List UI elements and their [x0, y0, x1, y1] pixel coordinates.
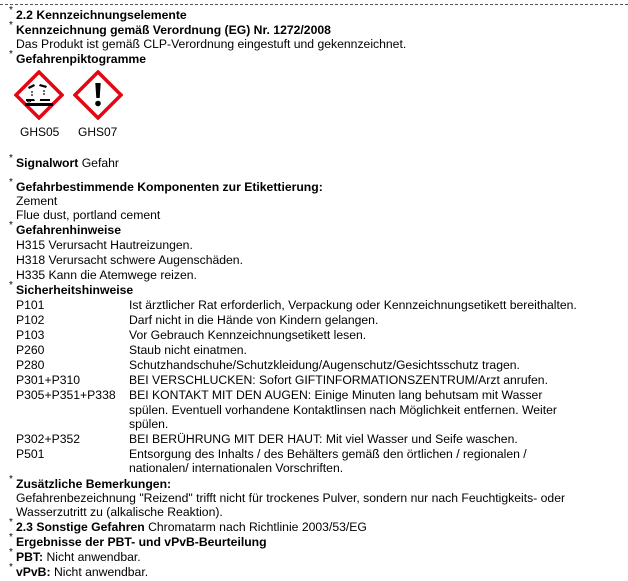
p-text: Schutzhandschuhe/Schutzkleidung/Augenschutz/Gesichtsschutz tragen. — [129, 358, 520, 372]
exclamation-mark-icon — [73, 70, 123, 120]
hazard-statements-heading: * Gefahrenhinweise — [9, 220, 121, 237]
corrosion-icon — [14, 70, 64, 120]
hazard-statement: H335 Kann die Atemwege reizen. — [16, 268, 197, 282]
p-code: P302+P352 — [16, 432, 81, 446]
p-text: Vor Gebrauch Kennzeichnungsetikett lesen. — [129, 328, 367, 342]
p-code: P501 — [16, 447, 45, 461]
section-2-3: * 2.3 Sonstige Gefahren Chromatarm nach Richtlinie 2003/53/EG — [9, 517, 367, 534]
p-text: nationalen/ internationalen Vorschriften. — [129, 461, 344, 475]
additional-remarks-text: Gefahrenbezeichnung "Reizend" trifft nicht für trockenes Pulver, sondern nur nach Feuchtigkeits- oder — [16, 491, 566, 505]
pbt-heading: * Ergebnisse der PBT- und vPvB-Beurteilung — [9, 532, 267, 549]
p-code: P280 — [16, 358, 45, 372]
p-text: BEI KONTAKT MIT DEN AUGEN: Einige Minuten lang behutsam mit Wasser — [129, 388, 543, 402]
p-text: Staub nicht einatmen. — [129, 343, 247, 357]
signal-word: * Signalwort Gefahr — [9, 153, 119, 170]
p-code: P260 — [16, 343, 45, 357]
p-code: P102 — [16, 313, 45, 327]
p-code: P101 — [16, 298, 45, 312]
p-text: Darf nicht in die Hände von Kindern gelangen. — [129, 313, 379, 327]
p-text: spülen. Eventuell vorhandene Kontaktlinsen nach Möglichkeit entfernen. Weiter — [129, 403, 557, 417]
additional-remarks-text: Wasserzutritt zu (alkalische Reaktion). — [16, 505, 223, 519]
p-text: BEI VERSCHLUCKEN: Sofort GIFTINFORMATIONSZENTRUM/Arzt anrufen. — [129, 373, 548, 387]
component-item: Flue dust, portland cement — [16, 208, 161, 222]
regulation-heading: * Kennzeichnung gemäß Verordnung (EG) Nr. 1272/2008 — [9, 20, 331, 37]
p-code: P103 — [16, 328, 45, 342]
section-2-2-heading: * 2.2 Kennzeichnungselemente — [9, 5, 187, 22]
p-text: spülen. — [129, 417, 169, 431]
precautionary-heading: * Sicherheitshinweise — [9, 280, 134, 297]
ghs07-label: GHS07 — [78, 125, 118, 139]
component-item: Zement — [16, 194, 58, 208]
components-heading: * Gefahrbestimmende Komponenten zur Etikettierung: — [9, 177, 323, 194]
regulation-text: Das Produkt ist gemäß CLP-Verordnung eingestuft und gekennzeichnet. — [16, 37, 407, 51]
top-divider — [0, 4, 628, 5]
pbt-result: * PBT: Nicht anwendbar. — [9, 547, 141, 564]
p-code: P305+P351+P338 — [16, 388, 116, 402]
hazard-statement: H318 Verursacht schwere Augenschäden. — [16, 253, 243, 267]
ghs05-label: GHS05 — [20, 125, 60, 139]
additional-remarks-heading: * Zusätzliche Bemerkungen: — [9, 474, 172, 491]
p-text: BEI BERÜHRUNG MIT DER HAUT: Mit viel Wasser und Seife waschen. — [129, 432, 518, 446]
hazard-statement: H315 Verursacht Hautreizungen. — [16, 238, 193, 252]
vpvb-result: * vPvB: Nicht anwendbar. — [9, 562, 149, 579]
pictogram-heading: * Gefahrenpiktogramme — [9, 49, 147, 66]
p-code: P301+P310 — [16, 373, 81, 387]
p-text: Ist ärztlicher Rat erforderlich, Verpackung oder Kennzeichnungsetikett bereithalten. — [129, 298, 577, 312]
p-text: Entsorgung des Inhalts / des Behälters gemäß den örtlichen / regionalen / — [129, 447, 527, 461]
